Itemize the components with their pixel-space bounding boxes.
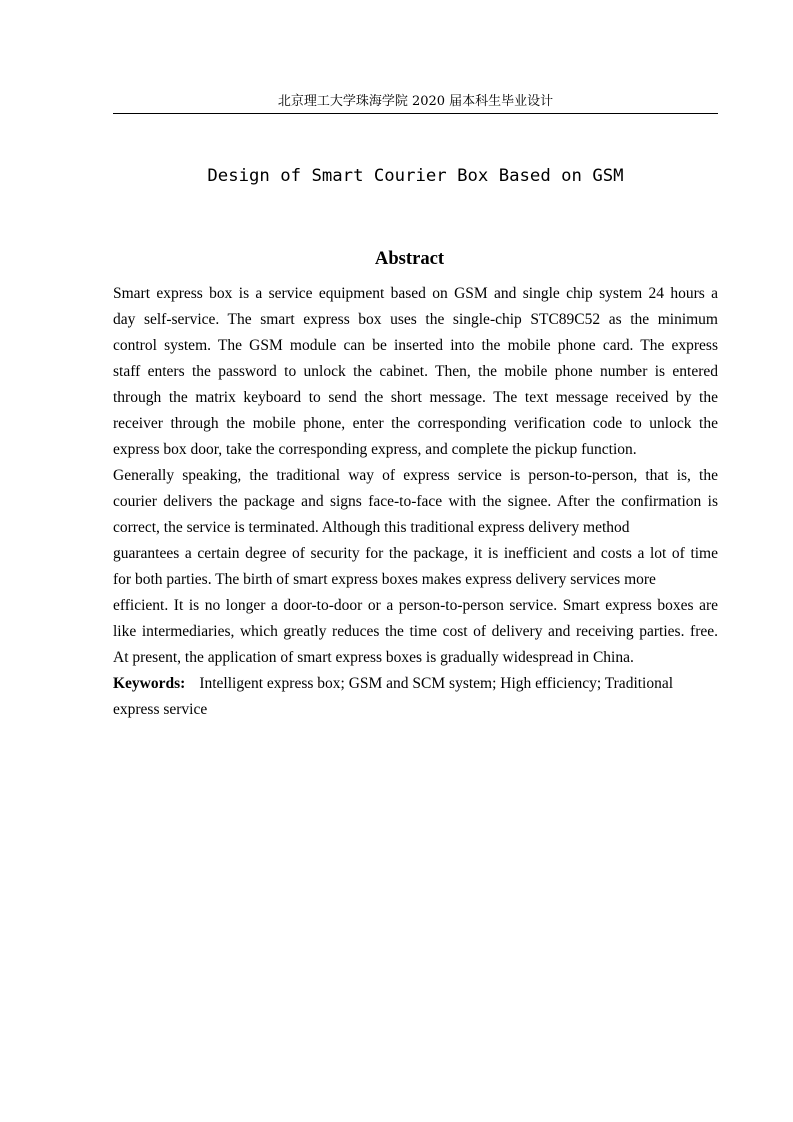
keywords-line xyxy=(113,671,718,697)
abstract-line: courier delivers the package and signs face-to-face with the signee. After the confirmation is xyxy=(113,493,718,510)
keywords-label: Keywords: xyxy=(113,675,186,692)
abstract-line: At present, the application of smart express boxes is gradually widespread in China. xyxy=(113,649,634,666)
abstract-line: Generally speaking, the traditional way of express service is person-to-person, that is, the xyxy=(113,467,718,484)
abstract-line: express box door, take the corresponding express, and complete the pickup function. xyxy=(113,441,637,458)
abstract-line: Smart express box is a service equipment based on GSM and single chip system 24 hours a xyxy=(113,285,718,302)
abstract-line: efficient. It is no longer a door-to-door or a person-to-person service. Smart express boxes are xyxy=(113,597,718,614)
abstract-line: through the matrix keyboard to send the short message. The text message received by the xyxy=(113,389,718,406)
document-title: Design of Smart Courier Box Based on GSM xyxy=(207,166,624,186)
abstract-line: correct, the service is terminated. Although this traditional express delivery method xyxy=(113,519,630,536)
abstract-line: for both parties. The birth of smart express boxes makes express delivery services more xyxy=(113,571,656,588)
keywords-continuation: express service xyxy=(113,701,208,718)
abstract-heading: Abstract xyxy=(374,248,445,269)
abstract-body xyxy=(113,281,718,723)
abstract-line: guarantees a certain degree of security for the package, it is inefficient and costs a lot of time xyxy=(113,545,718,562)
running-header: 北京理工大学珠海学院 2020 届本科生毕业设计 xyxy=(277,94,554,109)
abstract-line: control system. The GSM module can be inserted into the mobile phone card. The express xyxy=(113,337,718,354)
abstract-line: day self-service. The smart express box uses the single-chip STC89C52 as the minimum xyxy=(113,311,718,328)
abstract-line: receiver through the mobile phone, enter the corresponding verification code to unlock the xyxy=(113,415,718,432)
abstract-line: staff enters the password to unlock the cabinet. Then, the mobile phone number is entered xyxy=(113,363,718,380)
header-rule xyxy=(113,113,718,114)
keywords-text: Intelligent express box; GSM and SCM system; High efficiency; Traditional xyxy=(199,675,674,692)
abstract-line: like intermediaries, which greatly reduces the time cost of delivery and receiving parties. free. xyxy=(113,623,718,640)
